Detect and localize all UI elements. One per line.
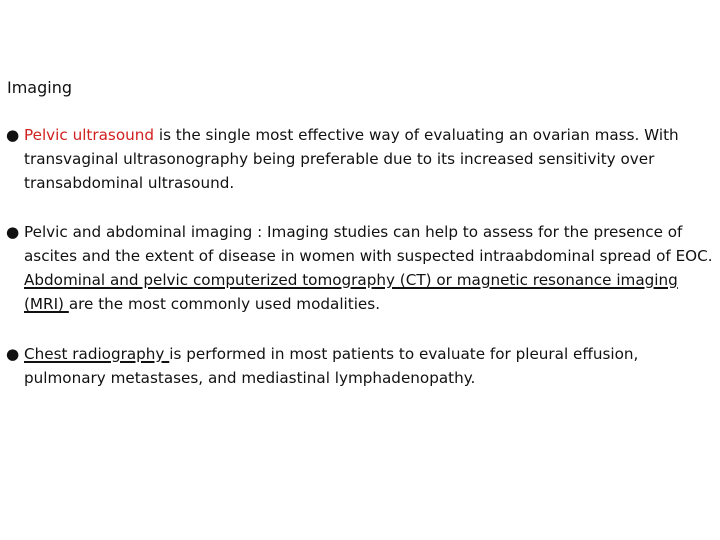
bullet-chest-radiography (6, 342, 718, 390)
bullet-text: is the single most effective way of evaluating an ovarian mass. With transvaginal ultrasonography being preferable due to its increased sensitivity over transabdominal ultrasound. (24, 126, 679, 192)
bullet-text: are the most commonly used modalities. (68, 295, 381, 313)
bullet-text: is performed in most patients to evaluate for pleural effusion, pulmonary metastases, and mediastinal lymphadenopathy. (24, 345, 639, 387)
bullet-dot-icon: ● (6, 223, 20, 241)
underlined-chest-radiography: Chest radiography (24, 345, 170, 363)
bullet-abdominal-imaging (6, 220, 718, 316)
highlight-pelvic-ultrasound: Pelvic ultrasound (24, 126, 155, 144)
bullet-dot-icon: ● (6, 126, 20, 144)
bullet-pelvic-ultrasound (6, 123, 718, 195)
bullet-dot-icon: ● (6, 345, 20, 363)
bullet-text: Pelvic and abdominal imaging : Imaging studies can help to assess for the presence of ascites and the extent of disease in women with suspected intraabdominal spread of EOC. (24, 223, 713, 265)
page-title: Imaging (7, 78, 73, 97)
underlined-ct-mri: Abdominal and pelvic computerized tomography (CT) or magnetic resonance imaging (MRI) (24, 271, 678, 313)
